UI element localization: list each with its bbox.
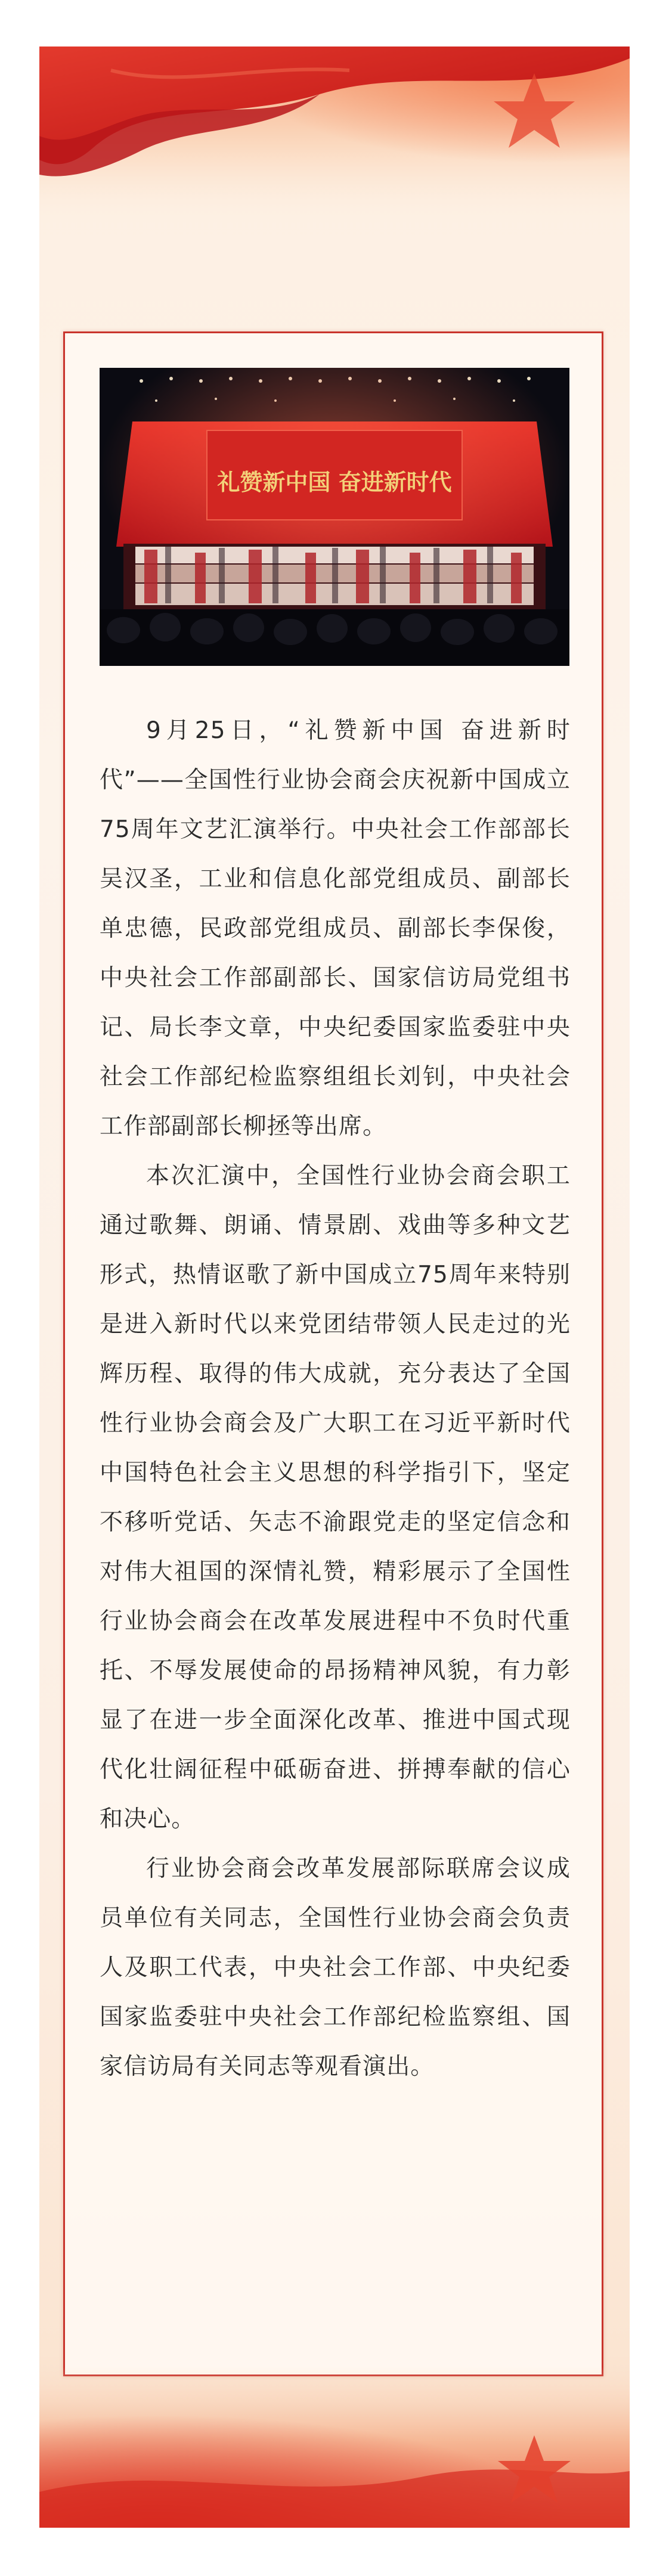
article-paragraph-2: 本次汇演中，全国性行业协会商会职工通过歌舞、朗诵、情景剧、戏曲等多种文艺形式，热情讴歌了新中国成立75周年来特别是进入新时代以来党团结带领人民走过的光辉历程、取得的伟大成就，充分表达了全国性行业协会商会及广大职工在习近平新时代中国特色社会主义思想的科学指引下，坚定不移听党话、矢志不渝跟党走的坚定信念和对伟大祖国的深情礼赞，精彩展示了全国性行业协会商会在改革发展进程中不负时代重托、不辱发展使命的昂扬精神风貌，有力彰显了在进一步全面深化改革、推进中国式现代化壮阔征程中砥砺奋进、拼搏奉献的信心和决心。 [100, 1163, 571, 1833]
article-body [100, 706, 571, 2091]
event-photo [100, 368, 569, 666]
poster [39, 47, 630, 2528]
bottom-flag-banner [39, 2367, 630, 2528]
top-flag-banner [39, 47, 630, 225]
article-paragraph-1: 9月25日，“礼赞新中国 奋进新时代”——全国性行业协会商会庆祝新中国成立75周年文艺汇演举行。中央社会工作部部长吴汉圣，工业和信息化部党组成员、副部长单忠德，民政部党组成员、副部长李保俊，中央社会工作部副部长、国家信访局党组书记、局长李文章，中央纪委国家监委驻中央社会工作部纪检监察组组长刘钊，中央社会工作部副部长柳拯等出席。 [100, 717, 571, 1140]
photo-banner-text: 礼赞新中国 奋进新时代 [217, 469, 452, 495]
article-card [63, 331, 603, 2376]
article-paragraph-3: 行业协会商会改革发展部际联席会议成员单位有关同志，全国性行业协会商会负责人及职工代表，中央社会工作部、中央纪委国家监委驻中央社会工作部纪检监察组、国家信访局有关同志等观看演出。 [100, 1855, 571, 2080]
